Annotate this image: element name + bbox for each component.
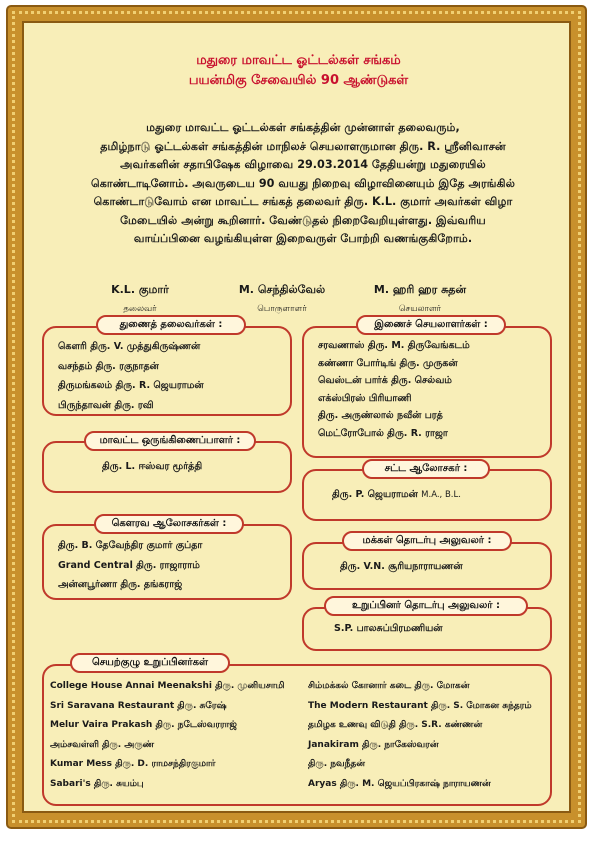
list-item: திரு. L. ஈஸ்வர மூர்த்தி: [102, 461, 203, 472]
officer-role: தலைவர்: [123, 304, 157, 314]
list-item: கண்ணா போர்டிங் திரு. முருகன்: [318, 357, 458, 369]
intro-line: கொண்டாடினோம். அவருடைய 90 வயது நிறைவு விழாவினையும் இதே அரங்கில்: [91, 176, 515, 190]
officer-role: பொருளாளர்: [257, 304, 307, 314]
district-coordinator-list: [102, 457, 202, 477]
executive-members-left-list: [50, 677, 284, 794]
list-item: College House Annai Meenakshi திரு. முனியசாமி: [50, 681, 285, 691]
officer-secretary: [360, 283, 480, 315]
list-item: திரு. அருண்லால் நவீன் பரத்: [318, 410, 443, 421]
list-item: Aryas திரு. M. ஜெயப்பிரகாஷ் நாராயணன்: [308, 778, 491, 789]
officer-name: K.L. குமார்: [111, 283, 169, 296]
pr-officer-label: மக்கள் தொடர்பு அலுவலர் :: [342, 531, 512, 551]
legal-advisor-label: சட்ட ஆலோசகர் :: [362, 459, 490, 479]
list-item: Kumar Mess திரு. D. ராமசந்திரகுமார்: [50, 759, 216, 769]
intro-line: கொண்டாடுவோம் என மாவட்ட சங்கத் தலைவர் திரு. K.L. குமார் அவர்கள் விழா: [93, 195, 513, 208]
list-item: Melur Vaira Prakash திரு. நடேஸ்வரராஜ்: [50, 720, 237, 730]
list-item: S.P. பாலசுப்பிரமணியன்: [334, 623, 443, 634]
list-item: தமிழக உணவு விடுதி திரு. S.R. கண்ணன்: [308, 720, 483, 730]
page-content: [22, 21, 575, 813]
anniversary-subtitle: பயன்மிகு சேவையில் 90 ஆண்டுகள்: [188, 73, 409, 88]
vice-presidents-label: துணைத் தலைவர்கள் :: [96, 315, 246, 335]
legal-advisor-name: திரு. P. ஜெயராமன்: [332, 489, 418, 500]
legal-advisor-qualification: M.A., B.L.: [421, 490, 461, 500]
officer-role: செயலாளர்: [398, 304, 442, 314]
intro-line: தமிழ்நாடு ஓட்டல்கள் சங்கத்தின் மாநிலச் செயலாளருமான திரு. R. ஸ்ரீனிவாசன்: [100, 139, 506, 153]
list-item: மெட்ரோபோல் திரு. R. ராஜா: [318, 427, 448, 439]
legal-advisor-line: [332, 485, 461, 506]
list-item: வசந்தம் திரு. ரகுநாதன்: [58, 360, 159, 372]
list-item: சிம்மக்கல் கோனார் கடை திரு. மோகன்: [308, 681, 470, 691]
list-item: திரு. நவநீதன்: [308, 759, 366, 769]
vice-presidents-list: [58, 337, 204, 415]
list-item: The Modern Restaurant திரு. S. மோகன சுந்தரம்: [308, 700, 532, 711]
intro-line: அவர்களின் சதாபிஷேக விழாவை 29.03.2014 தேதியன்று மதுரையில்: [120, 158, 486, 171]
joint-secretaries-label: இணைச் செயலாளர்கள் :: [356, 315, 506, 335]
list-item: திருமங்கலம் திரு. R. ஜெயராமன்: [58, 380, 204, 391]
member-relations-list: [334, 619, 442, 639]
list-item: Sri Saravana Restaurant திரு. சுரேஷ்: [50, 700, 227, 711]
list-item: வெஸ்டன் பார்க் திரு. செல்வம்: [318, 375, 452, 386]
intro-line: மதுரை மாவட்ட ஓட்டல்கள் சங்கத்தின் முன்னாள் தலைவரும்,: [146, 121, 460, 134]
district-coordinator-label: மாவட்ட ஒருங்கிணைப்பாளர் :: [84, 431, 256, 451]
executive-members-label: செயற்குழு உறுப்பினர்கள்: [70, 653, 230, 673]
association-title: மதுரை மாவட்ட ஓட்டல்கள் சங்கம்: [196, 53, 401, 68]
honorary-advisors-label: கௌரவ ஆலோசகர்கள் :: [94, 514, 244, 534]
list-item: பிருந்தாவன் திரு. ரவி: [58, 399, 154, 411]
list-item: Grand Central திரு. ராஜாராம்: [58, 559, 200, 571]
executive-members-right-list: [308, 677, 532, 794]
intro-paragraph: [58, 119, 548, 249]
list-item: திரு. V.N. சூரியநாராயணன்: [340, 561, 463, 572]
list-item: அம்சவள்ளி திரு. அருண்: [50, 739, 155, 750]
list-item: எக்ஸ்பிரஸ் பிரியாணி: [318, 392, 412, 404]
honorary-advisors-list: [58, 536, 202, 595]
list-item: கௌரி திரு. V. முத்துகிருஷ்ணன்: [58, 341, 201, 352]
pr-officer-list: [340, 557, 463, 577]
list-item: சரவணாஸ் திரு. M. திருவேங்கடம்: [318, 340, 470, 351]
officer-president: [80, 283, 200, 315]
intro-line: வாய்ப்பினை வழங்கியுள்ள இறைவருள் போற்றி வணங்குகிறோம்.: [133, 232, 473, 245]
list-item: திரு. B. தேவேந்திர குமார் குப்தா: [58, 540, 203, 551]
list-item: Janakiram திரு. நாகேஸ்வரன்: [308, 739, 439, 750]
list-item: அன்னபூர்ணா திரு. தங்கராஜ்: [58, 579, 183, 590]
intro-line: மேடையில் அன்று கூறினார். வேண்டுதல் நிறைவேறியுள்ளது. இவ்வரிய: [120, 213, 486, 227]
list-item: Sabari's திரு. சுயம்பு: [50, 778, 144, 789]
officer-name: M. செந்தில்வேல்: [238, 283, 326, 296]
joint-secretaries-list: [318, 337, 470, 442]
officer-name: M. ஹரி ஹர சுதன்: [373, 283, 467, 296]
member-relations-label: உறுப்பினர் தொடர்பு அலுவலர் :: [324, 596, 528, 616]
officer-treasurer: [222, 283, 342, 315]
